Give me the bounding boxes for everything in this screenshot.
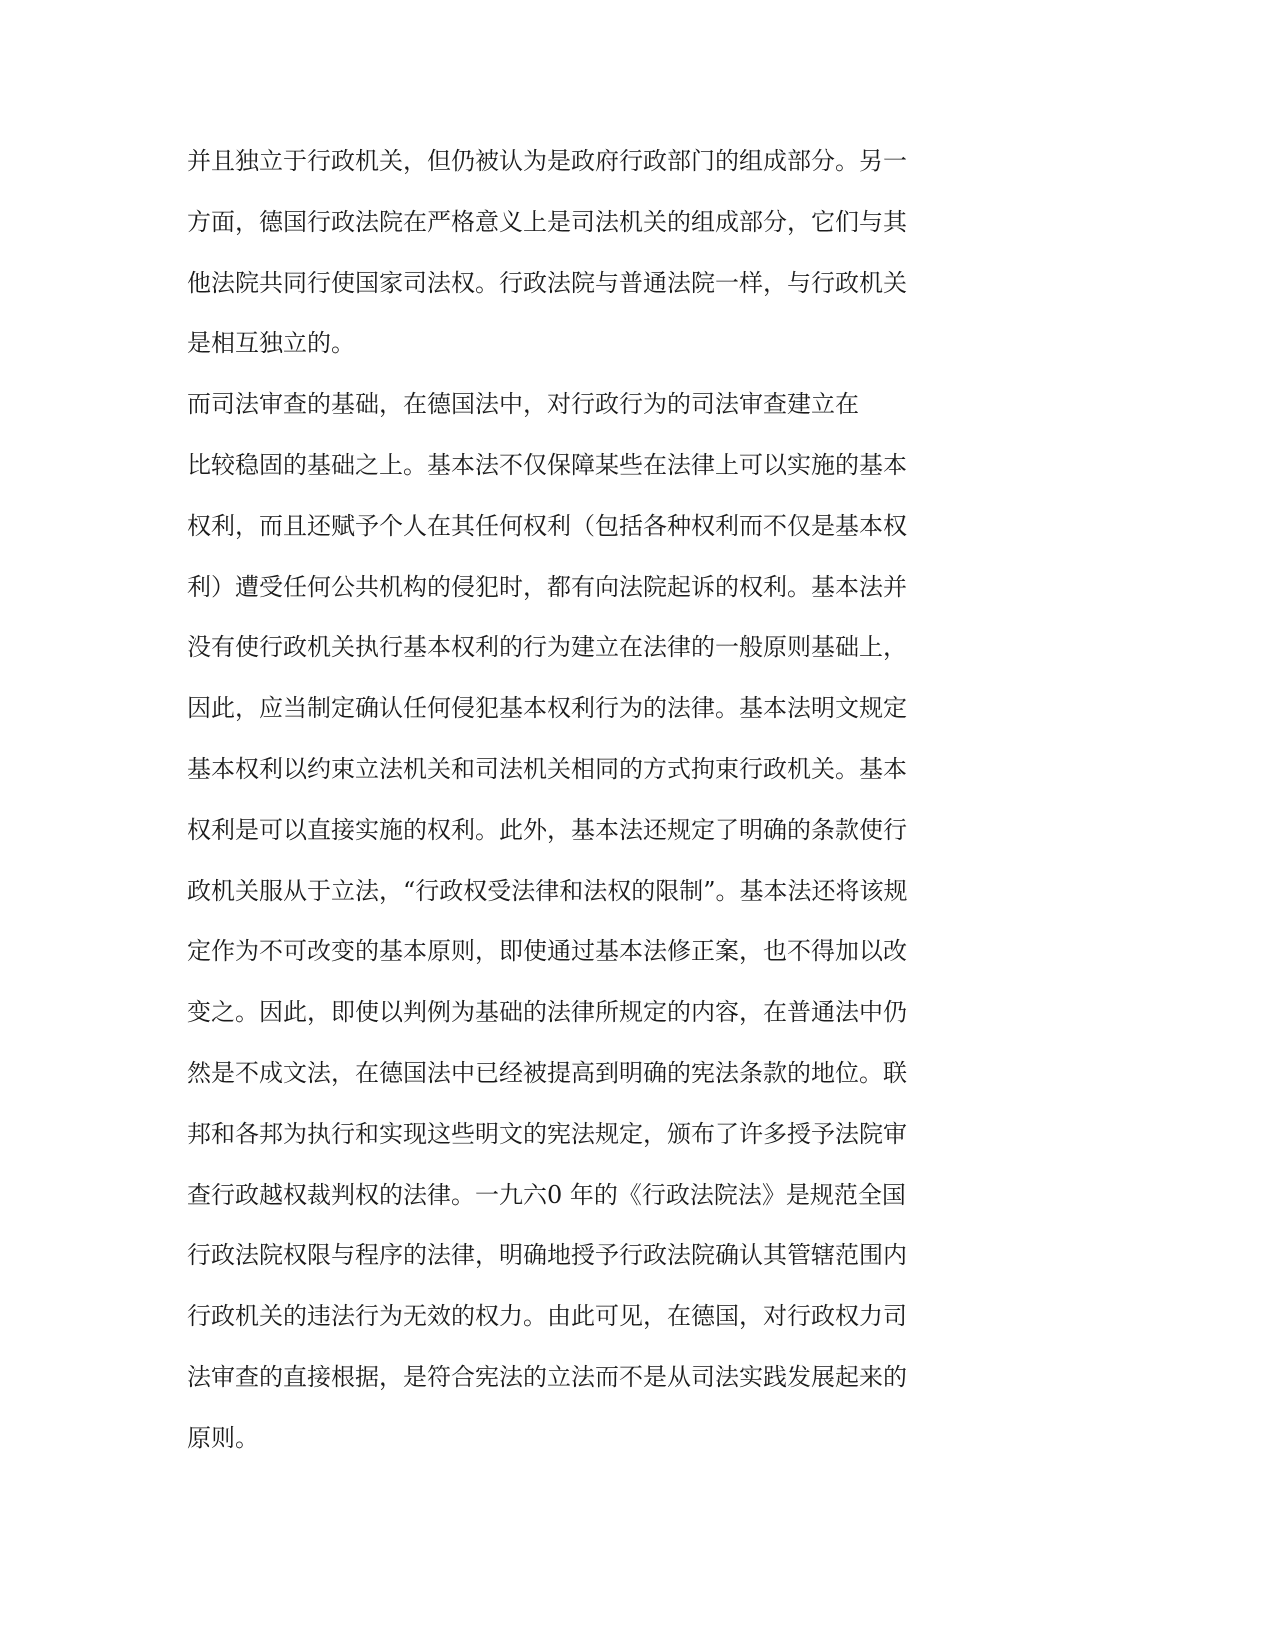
- text-line: 然是不成文法，在德国法中已经被提高到明确的宪法条款的地位。联: [187, 1058, 907, 1087]
- text-line: 方面，德国行政法院在严格意义上是司法机关的组成部分，它们与其: [187, 207, 907, 236]
- text-line: 因此，应当制定确认任何侵犯基本权利行为的法律。基本法明文规定: [187, 694, 907, 723]
- text-line: 而司法审查的基础，在德国法中，对行政行为的司法审查建立在: [187, 390, 859, 419]
- text-line: 权利，而且还赋予个人在其任何权利（包括各种权利而不仅是基本权: [187, 511, 907, 540]
- text-line: 政机关服从于立法，“行政权受法律和法权的限制”。基本法还将该规: [187, 876, 908, 905]
- text-line: 比较稳固的基础之上。基本法不仅保障某些在法律上可以实施的基本: [187, 450, 907, 479]
- text-line: 行政机关的违法行为无效的权力。由此可见，在德国，对行政权力司: [187, 1302, 907, 1331]
- text-line: 没有使行政机关执行基本权利的行为建立在法律的一般原则基础上，: [187, 633, 907, 662]
- body-text: [187, 144, 947, 1482]
- text-line: 行政法院权限与程序的法律，明确地授予行政法院确认其管辖范围内: [187, 1241, 907, 1270]
- text-line: 原则。: [187, 1423, 259, 1452]
- text-line: 定作为不可改变的基本原则，即使通过基本法修正案，也不得加以改: [187, 937, 907, 966]
- text-line: 查行政越权裁判权的法律。一九六0 年的《行政法院法》是规范全国: [187, 1180, 906, 1209]
- text-line: 变之。因此，即使以判例为基础的法律所规定的内容，在普通法中仍: [187, 998, 907, 1027]
- text-line: 邦和各邦为执行和实现这些明文的宪法规定，颁布了许多授予法院审: [187, 1119, 907, 1148]
- text-line: 并且独立于行政机关，但仍被认为是政府行政部门的组成部分。另一: [187, 147, 907, 175]
- text-line: 基本权利以约束立法机关和司法机关相同的方式拘束行政机关。基本: [187, 754, 907, 783]
- text-line: 利）遭受任何公共机构的侵犯时，都有向法院起诉的权利。基本法并: [187, 572, 907, 601]
- text-line: 他法院共同行使国家司法权。行政法院与普通法院一样，与行政机关: [187, 268, 907, 297]
- text-line: 法审查的直接根据，是符合宪法的立法而不是从司法实践发展起来的: [187, 1362, 907, 1391]
- text-line: 权利是可以直接实施的权利。此外，基本法还规定了明确的条款使行: [187, 815, 907, 844]
- text-line: 是相互独立的。: [187, 329, 355, 358]
